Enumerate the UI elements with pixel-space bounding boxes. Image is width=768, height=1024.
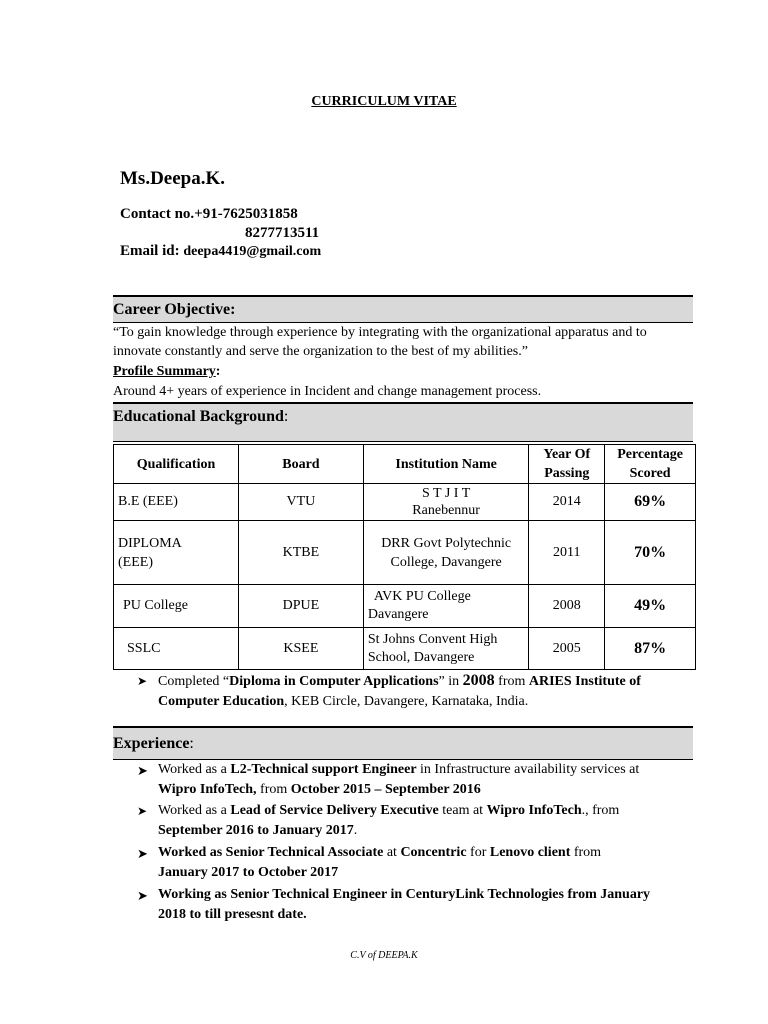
- career-text-line-2: innovate constantly and serve the organization to the best of my abilities.”: [113, 344, 528, 359]
- cell-qualification: DIPLOMA (EEE): [114, 521, 239, 585]
- education-extra-note: Completed “Diploma in Computer Applications” in 2008 from ARIES Institute of Computer Education, KEB Circle, Davangere, Karnataka, India.: [158, 672, 641, 709]
- arrow-bullet-icon: ➤: [137, 888, 148, 903]
- cell-board: KSEE: [238, 628, 363, 670]
- cell-board: VTU: [238, 484, 363, 521]
- table-row: [114, 628, 696, 670]
- profile-summary-text: Around 4+ years of experience in Incident and change management process.: [113, 384, 542, 399]
- career-text-line-1: “To gain knowledge through experience by integrating with the organizational apparatus and to: [113, 325, 647, 340]
- education-table: [113, 444, 696, 670]
- cell-percentage: 87%: [605, 628, 696, 670]
- table-header-row: [114, 445, 696, 484]
- email-address: deepa4419@gmail.com: [183, 244, 322, 259]
- education-rule: [113, 441, 693, 442]
- cell-board: KTBE: [238, 521, 363, 585]
- table-row: [114, 585, 696, 628]
- phone-primary: +91-7625031858: [194, 206, 298, 222]
- experience-item: Worked as a Lead of Service Delivery Executive team at Wipro InfoTech., from September 2016 to January 2017.: [158, 803, 620, 838]
- col-percentage: Percentage Scored: [605, 445, 696, 484]
- cell-institution: DRR Govt Polytechnic College, Davangere: [363, 521, 529, 585]
- cell-qualification: SSLC: [114, 628, 239, 670]
- cell-qualification: PU College: [114, 585, 239, 628]
- cell-percentage: 70%: [605, 521, 696, 585]
- cell-institution: AVK PU College Davangere: [363, 585, 529, 628]
- cell-percentage: 49%: [605, 585, 696, 628]
- contact-label: Contact no.: [120, 206, 195, 222]
- table-row: [114, 521, 696, 585]
- table-row: [114, 484, 696, 521]
- cell-board: DPUE: [238, 585, 363, 628]
- career-objective-heading: Career Objective:: [113, 301, 236, 318]
- col-board: Board: [238, 445, 363, 484]
- profile-summary-heading: Profile Summary:: [113, 364, 221, 379]
- arrow-bullet-icon: ➤: [137, 804, 148, 818]
- career-objective-band: [113, 295, 693, 323]
- email-line: [120, 243, 321, 260]
- arrow-bullet-icon: ➤: [137, 846, 148, 861]
- cell-percentage: 69%: [605, 484, 696, 521]
- cell-year: 2011: [529, 521, 605, 585]
- document-title: CURRICULUM VITAE: [311, 94, 457, 109]
- experience-item: Working as Senior Technical Engineer in CenturyLink Technologies from January 2018 to till presesnt date.: [158, 887, 651, 922]
- cell-institution: S T J I T Ranebennur: [363, 484, 529, 521]
- cell-qualification: B.E (EEE): [114, 484, 239, 521]
- candidate-name: Ms.Deepa.K.: [120, 168, 226, 189]
- col-year: Year Of Passing: [529, 445, 605, 484]
- phone-secondary: 8277713511: [245, 225, 320, 241]
- experience-item: Worked as a L2-Technical support Engineer in Infrastructure availability services at Wipro InfoTech, from October 2015 – September 2016: [158, 762, 640, 797]
- cell-year: 2014: [529, 484, 605, 521]
- cell-institution: St Johns Convent High School, Davangere: [363, 628, 529, 670]
- experience-band: [113, 726, 693, 760]
- email-label: Email id:: [120, 243, 184, 259]
- experience-heading: Experience:: [113, 735, 194, 752]
- arrow-bullet-icon: ➤: [137, 674, 148, 688]
- education-heading: Educational Background:: [113, 408, 289, 425]
- cell-year: 2005: [529, 628, 605, 670]
- col-qualification: Qualification: [114, 445, 239, 484]
- cell-year: 2008: [529, 585, 605, 628]
- col-institution: Institution Name: [363, 445, 529, 484]
- experience-item: Worked as Senior Technical Associate at Concentric for Lenovo client from January 2017 to October 2017: [158, 845, 602, 880]
- page-footer: C.V of DEEPA.K: [350, 950, 418, 961]
- arrow-bullet-icon: ➤: [137, 763, 148, 778]
- education-band: [113, 402, 693, 442]
- career-objective-text: [113, 323, 698, 361]
- contact-line: [120, 206, 298, 223]
